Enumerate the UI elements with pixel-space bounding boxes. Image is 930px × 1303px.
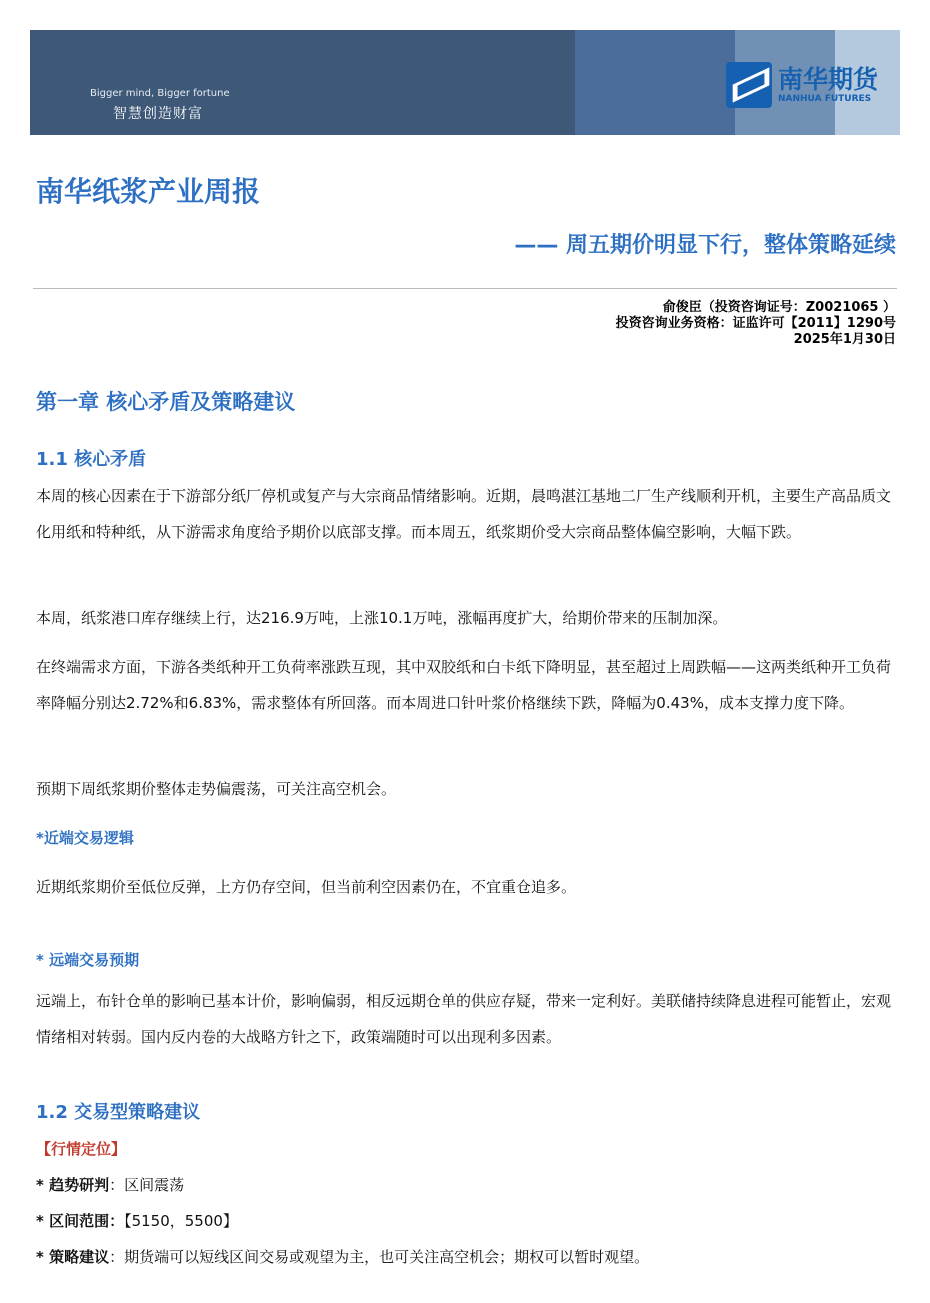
strategy-item: [36, 1167, 894, 1203]
logo-cn: 南华期货: [778, 65, 879, 94]
strategy-item: [36, 1239, 894, 1275]
slogan-cn: 智慧创造财富: [113, 106, 203, 122]
far-expectation-heading: * 远端交易预期: [36, 951, 140, 969]
item-value: 期货端可以短线区间交易或观望为主，也可关注高空机会；期权可以暂时观望。: [124, 1248, 650, 1266]
item-value: 【5150，5500】: [124, 1212, 238, 1230]
chapter-heading: 第一章 核心矛盾及策略建议: [36, 390, 296, 414]
paragraph: 远端上，布针仓单的影响已基本计价，影响偏弱，相反远期仓单的供应存疑，带来一定利好。美联储持续降息进程可能暂止，宏观情绪相对转弱。国内反内卷的大战略方针之下，政策端随时可以出现利多因素。: [36, 992, 892, 1046]
logo-en: NANHUA FUTURES: [778, 94, 872, 104]
slogan-en: Bigger mind, Bigger fortune: [90, 88, 230, 99]
nanhua-logo: [726, 62, 878, 108]
strategy-item: [36, 1203, 894, 1239]
paragraph: 近期纸浆期价至低位反弹，上方仍存空间，但当前利空因素仍在，不宜重仓追多。: [36, 878, 577, 896]
item-sep: ：: [109, 1248, 125, 1266]
market-position-tag: 【行情定位】: [36, 1140, 127, 1158]
report-title: 南华纸浆产业周报: [36, 175, 261, 208]
paragraph: 预期下周纸浆期价整体走势偏震荡，可关注高空机会。: [36, 780, 397, 798]
divider: [33, 288, 897, 289]
paragraph: 在终端需求方面，下游各类纸种开工负荷率涨跌互现，其中双胶纸和白卡纸下降明显，甚至超过上周跌幅——这两类纸种开工负荷率降幅分别达2.72%和6.83%，需求整体有所回落。而本周进口针叶浆价格继续下跌，降幅为0.43%，成本支撑力度下降。: [36, 658, 892, 712]
report-subtitle: —— 周五期价明显下行，整体策略延续: [514, 233, 896, 258]
paragraph: 本周，纸浆港口库存继续上行，达216.9万吨，上涨10.1万吨，涨幅再度扩大，给期价带来的压制加深。: [36, 609, 728, 627]
section-heading-1-1: 1.1 核心矛盾: [36, 449, 147, 470]
near-logic-heading: *近端交易逻辑: [36, 829, 134, 847]
logo-mark-icon: [726, 62, 772, 108]
author-name: 俞俊臣（投资咨询证号：Z0021065 ）: [662, 300, 896, 315]
item-label: * 趋势研判: [36, 1176, 110, 1194]
item-label: * 策略建议: [36, 1248, 110, 1266]
item-sep: ：: [109, 1176, 125, 1194]
paragraph: 本周的核心因素在于下游部分纸厂停机或复产与大宗商品情绪影响。近期，晨鸣湛江基地二厂生产线顺利开机，主要生产高品质文化用纸和特种纸，从下游需求角度给予期价以底部支撑。而本周五，纸浆期价受大宗商品整体偏空影响，大幅下跌。: [36, 487, 892, 541]
author-info: [616, 300, 896, 348]
report-date: 2025年1月30日: [793, 332, 896, 347]
item-label: * 区间范围：: [36, 1212, 125, 1230]
author-license: 投资咨询业务资格：证监许可【2011】1290号: [615, 316, 896, 331]
item-value: 区间震荡: [124, 1176, 185, 1194]
section-heading-1-2: 1.2 交易型策略建议: [36, 1102, 201, 1123]
